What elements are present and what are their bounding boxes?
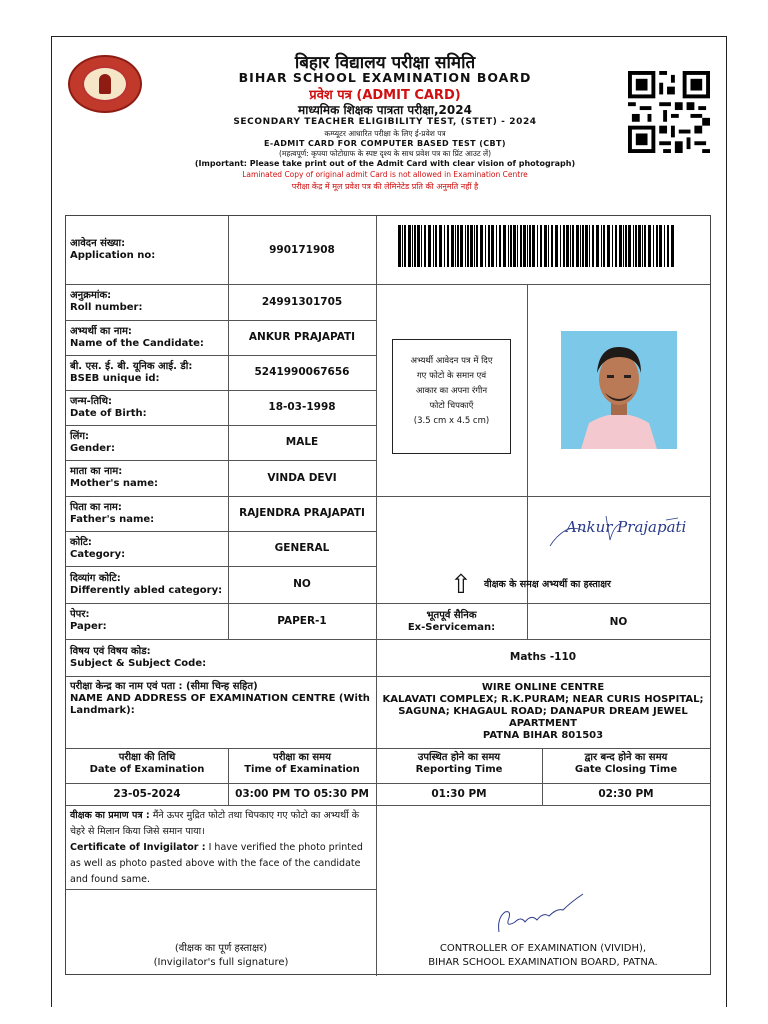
laminated-note-hindi: परीक्षा केंद्र में मूल प्रवेश पत्र की लेमिनेटेड प्रति की अनुमति नहीं है [291,182,479,191]
board-title-hindi: बिहार विद्यालय परीक्षा समिति [294,53,476,73]
field-label: पेपर: Paper: [70,609,107,632]
schedule-header: परीक्षा का समय Time of Examination [244,752,360,775]
application-label: आवेदन संख्या: Application no: [70,238,156,261]
schedule-header: द्वार बन्द होने का समय Gate Closing Time [574,752,678,775]
exam-title-hindi: माध्यमिक शिक्षक पात्रता परीक्षा,2024 [298,103,472,117]
field-value: 5241990067656 [254,366,350,378]
field-value: ANKUR PRAJAPATI [248,331,356,343]
field-value: VINDA DEVI [267,472,337,484]
field-value: RAJENDRA PRAJAPATI [239,507,365,519]
centre-label: परीक्षा केन्द्र का नाम एवं पता : (सीमा चिन्ह सहित) NAME AND ADDRESS OF EXAMINATION CENTRE (With Landmark): [70,681,370,716]
schedule-header: उपस्थित होने का समय Reporting Time [415,752,503,775]
controller-label: CONTROLLER OF EXAMINATION (VIVIDH), BIHAR SCHOOL EXAMINATION BOARD, PATNA. [428,943,658,968]
subject-label: विषय एवं विषय कोड: Subject & Subject Code: [70,646,207,669]
field-value: 24991301705 [261,296,343,308]
field-value: PAPER-1 [277,615,327,627]
centre-address: WIRE ONLINE CENTRE KALAVATI COMPLEX; R.K.PURAM; NEAR CURIS HOSPITAL; SAGUNA; KHAGAUL ROAD; DANAPUR DREAM JEWEL APARTMENT PATNA BIHAR 801503 [382,682,704,741]
controller-signature [491,888,591,938]
cbt-hindi: कम्प्यूटर आधारित परीक्षा के लिए ई-प्रवेश पत्र [324,129,446,138]
exam-title-english: SECONDARY TEACHER ELIGIBILITY TEST, (STET) - 2024 [233,117,537,127]
arrow-up-icon: ⇧ [450,570,472,600]
field-label: लिंग: Gender: [70,431,115,454]
field-value: GENERAL [274,542,330,554]
schedule-value: 01:30 PM [431,788,487,800]
candidate-photo [561,331,677,449]
ex-serviceman-value: NO [609,616,628,628]
application-number: 990171908 [269,244,335,256]
field-label: कोटि: Category: [70,537,126,560]
ex-serviceman-label: भूतपूर्व सैनिक Ex-Serviceman: [407,610,496,633]
field-label: पिता का नाम: Father's name: [70,502,155,525]
schedule-value: 02:30 PM [598,788,654,800]
field-value: MALE [285,436,319,448]
invigilator-certificate: वीक्षक का प्रमाण पत्र : मैंने ऊपर मुद्रित फोटो तथा चिपकाए गए फोटो का अभ्यर्थी के चेहरे से मिलान किया जिसे समान पाया। Certificate of Invigilator : I have verified the photo printed as well as photo pasted above with the face of the candidate and found same. [70,810,363,885]
bseb-logo [68,55,142,113]
qr-code [628,70,710,154]
field-label: माता का नाम: Mother's name: [70,466,158,489]
photo-instruction-box: अभ्यर्थी आवेदन पत्र में दिए गए फोटो के समान एवं आकार का अपना रंगीन फोटो चिपकाएँ (3.5 cm x 4.5 cm) [392,339,511,454]
cbt-english: E-ADMIT CARD FOR COMPUTER BASED TEST (CBT) [264,139,506,148]
schedule-value: 23-05-2024 [113,788,181,800]
schedule-header: परीक्षा की तिथि Date of Examination [89,752,205,775]
laminated-note-english: Laminated Copy of original admit Card is not allowed in Examination Centre [242,170,528,179]
subject-value: Maths -110 [509,651,577,663]
schedule-value: 03:00 PM TO 05:30 PM [235,788,369,800]
field-label: दिव्यांग कोटि: Differently abled category: [70,573,223,596]
invigilator-signature-label: (वीक्षक का पूर्ण हस्ताक्षर) (Invigilator's full signature) [153,943,289,968]
important-note-hindi: (महत्वपूर्ण: कृपया फोटोग्राफ के स्पष्ट दृश्य के साथ प्रवेश पत्र का प्रिंट आउट लें) [278,149,492,158]
board-title-english: BIHAR SCHOOL EXAMINATION BOARD [238,70,532,85]
field-label: जन्म-तिथि: Date of Birth: [70,396,147,419]
field-label: अनुक्रमांक: Roll number: [70,290,143,313]
field-label: बी. एस. ई. बी. यूनिक आई. डी: BSEB unique id: [70,361,193,384]
invigilator-sign-label: वीक्षक के समक्ष अभ्यर्थी का हस्ताक्षर [484,579,611,590]
application-barcode [398,225,676,267]
admit-card-title: प्रवेश पत्र (ADMIT CARD) [309,88,461,103]
details-table [65,215,711,975]
field-label: अभ्यर्थी का नाम: Name of the Candidate: [70,326,204,349]
candidate-signature: Ankur Prajapati [546,506,690,556]
field-value: 18-03-1998 [268,401,336,413]
field-value: NO [293,578,311,590]
important-note-english: (Important: Please take print out of the Admit Card with clear vision of photograph) [194,159,576,168]
